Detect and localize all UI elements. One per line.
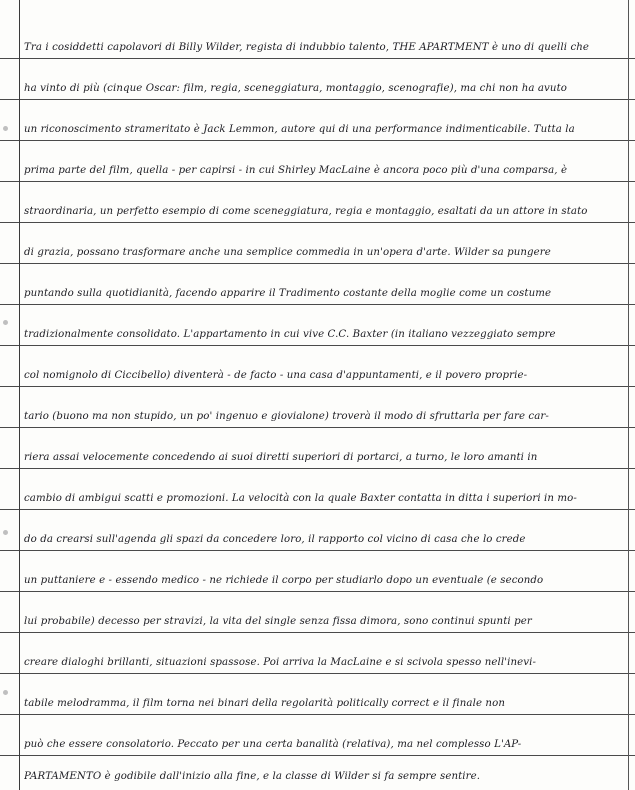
binder-hole <box>3 126 8 131</box>
binder-hole <box>3 530 8 535</box>
text-line-12: cambio di ambigui scatti e promozioni. La velocità con la quale Baxter contatta in ditta i superiori in mo- <box>24 493 577 504</box>
text-line-19: PARTAMENTO è godibile dall'inizio alla fine, e la classe di Wilder si fa sempre sentire. <box>24 771 481 782</box>
text-line-9: col nomignolo di Ciccibello) diventerà - de facto - una casa d'appuntamenti, e il povero proprie- <box>24 370 528 381</box>
text-line-1: Tra i cosiddetti capolavori di Billy Wilder, regista di indubbio talento, THE APARTMENT è uno di quelli che <box>24 42 590 53</box>
text-line-15: lui probabile) decesso per stravizi, la vita del single senza fissa dimora, sono continui spunti per <box>24 616 532 627</box>
text-line-6: di grazia, possano trasformare anche una semplice commedia in un'opera d'arte. Wilder sa pungere <box>24 247 551 258</box>
text-line-17: tabile melodramma, il film torna nei binari della regolarità politically correct e il finale non <box>24 698 505 709</box>
text-line-10: tario (buono ma non stupido, un po' ingenuo e giovialone) troverà il modo di sfruttarla per fare car- <box>24 411 549 422</box>
left-margin-line <box>19 0 20 790</box>
text-line-8: tradizionalmente consolidato. L'appartamento in cui vive C.C. Baxter (in italiano vezzeggiato sempre <box>24 329 556 340</box>
text-line-16: creare dialoghi brillanti, situazioni spassose. Poi arriva la MacLaine e si scivola spesso nell'inevi- <box>24 657 537 668</box>
text-line-13: do da crearsi sull'agenda gli spazi da concedere loro, il rapporto col vicino di casa che lo crede <box>24 534 526 545</box>
text-line-2: ha vinto di più (cinque Oscar: film, regia, sceneggiatura, montaggio, scenografie), ma chi non ha avuto <box>24 83 567 94</box>
text-line-14: un puttaniere e - essendo medico - ne richiede il corpo per studiarlo dopo un eventuale (e secondo <box>24 575 544 586</box>
text-line-18: può che essere consolatorio. Peccato per una certa banalità (relativa), ma nel complesso L'AP- <box>24 739 522 750</box>
text-line-11: riera assai velocemente concedendo ai suoi diretti superiori di portarci, a turno, le loro amanti in <box>24 452 538 463</box>
right-margin-line <box>628 0 629 790</box>
binder-hole <box>3 690 8 695</box>
binder-hole <box>3 320 8 325</box>
text-line-7: puntando sulla quotidianità, facendo apparire il Tradimento costante della moglie come un costume <box>24 288 552 299</box>
text-line-4: prima parte del film, quella - per capirsi - in cui Shirley MacLaine è ancora poco più d'una comparsa, è <box>24 165 568 176</box>
text-line-3: un riconoscimento strameritato è Jack Lemmon, autore qui di una performance indimenticabile. Tutta la <box>24 124 575 135</box>
text-line-5: straordinaria, un perfetto esempio di come sceneggiatura, regia e montaggio, esaltati da un attore in stato <box>24 206 588 217</box>
